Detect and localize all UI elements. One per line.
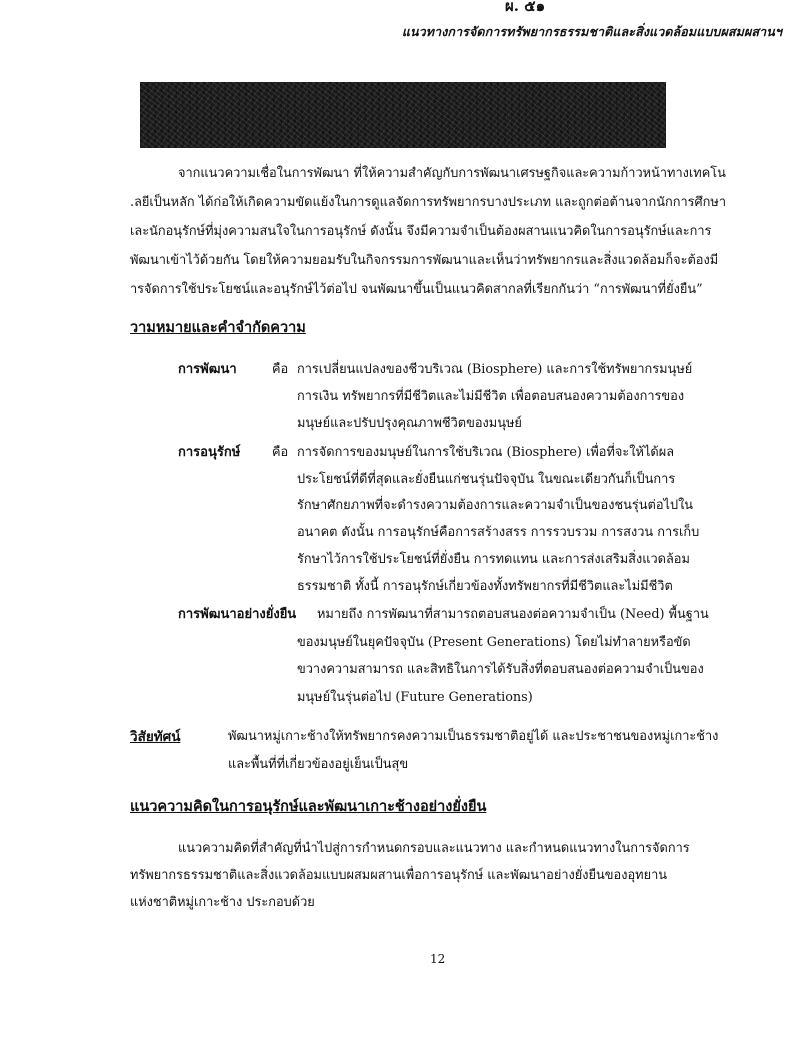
definition-term: การอนุรักษ์ xyxy=(178,445,241,460)
intro-line: ารจัดการใช้ประโยชน์และอนุรักษ์ไว้ต่อไป จนพัฒนาขึ้นเป็นแนวคิดสากลที่เรียกกันว่า “การพัฒนาที่ยั่งยืน” xyxy=(130,282,703,297)
definition-line: หมายถึง การพัฒนาที่สามารถตอบสนองต่อความจำเป็น (Need) พื้นฐาน xyxy=(317,607,709,622)
definition-term: การพัฒนา xyxy=(178,362,237,377)
intro-line: พัฒนาเข้าไว้ด้วยกัน โดยให้ความยอมรับในกิจกรรมการพัฒนาและเห็นว่าทรัพยากรและสิ่งแวดล้อมก็จะต้องมี xyxy=(130,253,719,268)
definition-line: รักษาศักยภาพที่จะดำรงความต้องการและความจำเป็นของชนรุ่นต่อไปใน xyxy=(297,498,694,513)
definition-line: การเงิน ทรัพยากรที่มีชีวิตและไม่มีชีวิต เพื่อตอบสนองความต้องการของ xyxy=(297,389,685,404)
definition-line: ขวางความสามารถ และสิทธิในการได้รับสิ่งที่ตอบสนองต่อความจำเป็นของ xyxy=(297,662,704,677)
concept-line: ทรัพยากรธรรมชาติและสิ่งแวดล้อมแบบผสมผสานเพื่อการอนุรักษ์ และพัฒนาอย่างยั่งยืนของอุทยาน xyxy=(130,868,668,883)
definition-line: มนุษย์ในรุ่นต่อไป (Future Generations) xyxy=(297,690,533,705)
definition-line: การจัดการของมนุษย์ในการใช้บริเวณ (Biosphere) เพื่อที่จะให้ได้ผล xyxy=(297,445,675,460)
concept-heading: แนวความคิดในการอนุรักษ์และพัฒนาเกาะช้างอย่างยั่งยืน xyxy=(130,798,487,815)
definition-line: ของมนุษย์ในยุคปัจจุบัน (Present Generations) โดยไม่ทำลายหรือขัด xyxy=(297,635,691,650)
definition-line: การเปลี่ยนแปลงของชีวบริเวณ (Biosphere) และการใช้ทรัพยากรมนุษย์ xyxy=(297,362,693,377)
running-header-title: แนวทางการจัดการทรัพยากรธรรมชาติและสิ่งแวดล้อมแบบผสมผสานฯ xyxy=(401,24,782,39)
definition-connector: คือ xyxy=(272,362,289,377)
definition-line: อนาคต ดังนั้น การอนุรักษ์คือการสร้างสรร การรวบรวม การสงวน การเก็บ xyxy=(297,525,700,540)
concept-line: แห่งชาติหมู่เกาะช้าง ประกอบด้วย xyxy=(130,895,315,910)
definition-line: รักษาไว้การใช้ประโยชน์ที่ยั่งยืน การทดแทน และการส่งเสริมสิ่งแวดล้อม xyxy=(297,552,690,567)
definition-line: ธรรมชาติ ทั้งนี้ การอนุรักษ์เกี่ยวข้องทั้งทรัพยากรที่มีชีวิตและไม่มีชีวิต xyxy=(297,579,673,594)
intro-line: เละนักอนุรักษ์ที่มุ่งความสนใจในการอนุรักษ์ ดังนั้น จึงมีความจำเป็นต้องผสานแนวคิดในการอนุรักษ์และการ xyxy=(130,224,712,239)
definition-term: การพัฒนาอย่างยั่งยืน xyxy=(178,607,297,622)
vision-label: วิสัยทัศน์ xyxy=(130,729,181,745)
page-number: 12 xyxy=(430,952,446,966)
title-banner-image xyxy=(140,82,666,148)
intro-line: .ลยีเป็นหลัก ได้ก่อให้เกิดความขัดแย้งในการดูแลจัดการทรัพยากรบางประเภท และถูกต่อต้านจากนักการศึกษา xyxy=(130,195,726,210)
definitions-heading: วามหมายและคำจำกัดความ xyxy=(130,319,306,336)
page-top-mark: ผ. ๕๑ xyxy=(505,0,546,15)
definition-line: มนุษย์และปรับปรุงคุณภาพชีวิตของมนุษย์ xyxy=(297,416,522,431)
concept-line: แนวความคิดที่สำคัญที่นำไปสู่การกำหนดกรอบและแนวทาง และกำหนดแนวทางในการจัดการ xyxy=(178,841,690,856)
vision-line: พัฒนาหมู่เกาะช้างให้ทรัพยากรคงความเป็นธรรมชาติอยู่ได้ และประชาชนของหมู่เกาะช้าง xyxy=(228,729,719,744)
definition-line: ประโยชน์ที่ดีที่สุดและยั่งยืนแก่ชนรุ่นปัจจุบัน ในขณะเดียวกันก็เป็นการ xyxy=(297,472,676,487)
intro-line: จากแนวความเชื่อในการพัฒนา ที่ให้ความสำคัญกับการพัฒนาเศรษฐกิจและความก้าวหน้าทางเทคโน xyxy=(178,166,726,181)
definition-connector: คือ xyxy=(272,445,289,460)
vision-line: และพื้นที่ที่เกี่ยวข้องอยู่เย็นเป็นสุข xyxy=(228,757,409,772)
